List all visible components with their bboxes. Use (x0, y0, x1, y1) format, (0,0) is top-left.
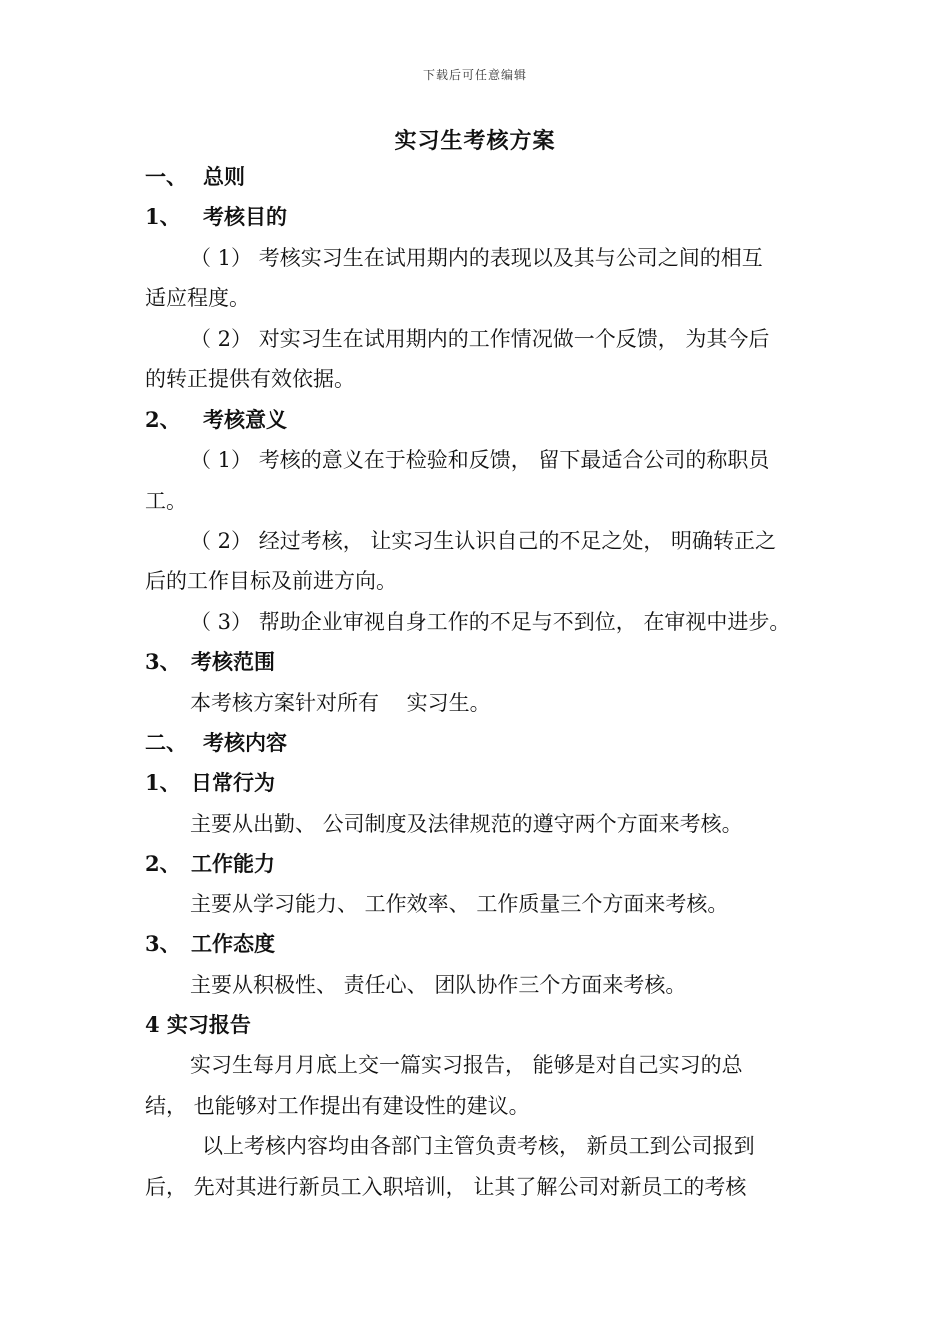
section-title: 考核内容 (203, 730, 287, 755)
document-title: 实习生考核方案 (394, 128, 556, 154)
paragraph-line: （ 2） 经过考核， 让实习生认识自己的不足之处， 明确转正之 (190, 529, 777, 553)
paragraph-line: 适应程度。 (145, 286, 250, 310)
paragraph-line: 结， 也能够对工作提出有建设性的建议。 (145, 1094, 530, 1118)
paragraph-line: 实习生每月月底上交一篇实习报告， 能够是对自己实习的总 (190, 1053, 743, 1077)
header-note: 下载后可任意编辑 (422, 68, 527, 82)
section-2-heading (145, 728, 287, 758)
section-1-heading (145, 162, 245, 192)
paragraph-line: 以上考核内容均由各部门主管负责考核， 新员工到公司报到 (202, 1134, 755, 1158)
subsection-title: 日常行为 (191, 770, 275, 795)
subsection-title: 工作能力 (191, 851, 275, 876)
subsection-2-3-heading (145, 929, 275, 959)
paragraph-line: 主要从积极性、 责任心、 团队协作三个方面来考核。 (190, 973, 687, 997)
subsection-number: 3、 (145, 649, 181, 674)
subsection-number: 3、 (145, 931, 181, 956)
paragraph-line: 工。 (145, 489, 187, 513)
subsection-2-1-heading (145, 768, 275, 798)
subsection-number: 2、 (145, 851, 181, 876)
subsection-title: 考核目的 (203, 204, 287, 229)
subsection-number: 1、 (145, 204, 181, 229)
paragraph-line: （ 2） 对实习生在试用期内的工作情况做一个反馈， 为其今后 (190, 327, 770, 351)
subsection-number: 2、 (145, 407, 181, 432)
paragraph-line: 后的工作目标及前进方向。 (145, 569, 397, 593)
paragraph-line: 主要从学习能力、 工作效率、 工作质量三个方面来考核。 (190, 892, 729, 916)
subsection-2-4-heading: 4 实习报告 (145, 1012, 251, 1037)
subsection-title: 考核范围 (191, 649, 275, 674)
paragraph-line: （ 1） 考核实习生在试用期内的表现以及其与公司之间的相互 (190, 246, 763, 270)
subsection-1-2-heading (145, 405, 287, 435)
paragraph-line: 的转正提供有效依据。 (145, 367, 355, 391)
subsection-1-1-heading (145, 202, 287, 232)
section-number: 二、 (145, 730, 187, 755)
subsection-title: 考核意义 (203, 407, 287, 432)
paragraph-line: 本考核方案针对所有 实习生。 (190, 691, 491, 715)
paragraph-line: （ 3） 帮助企业审视自身工作的不足与不到位， 在审视中进步。 (190, 610, 791, 634)
subsection-1-3-heading (145, 647, 275, 677)
paragraph-line: （ 1） 考核的意义在于检验和反馈， 留下最适合公司的称职员 (190, 448, 770, 472)
section-title: 总则 (203, 164, 245, 189)
section-number: 一、 (145, 164, 187, 189)
subsection-number: 1、 (145, 770, 181, 795)
subsection-title: 工作态度 (191, 931, 275, 956)
paragraph-line: 主要从出勤、 公司制度及法律规范的遵守两个方面来考核。 (190, 812, 743, 836)
subsection-2-2-heading (145, 849, 275, 879)
paragraph-line: 后， 先对其进行新员工入职培训， 让其了解公司对新员工的考核 (145, 1175, 747, 1199)
